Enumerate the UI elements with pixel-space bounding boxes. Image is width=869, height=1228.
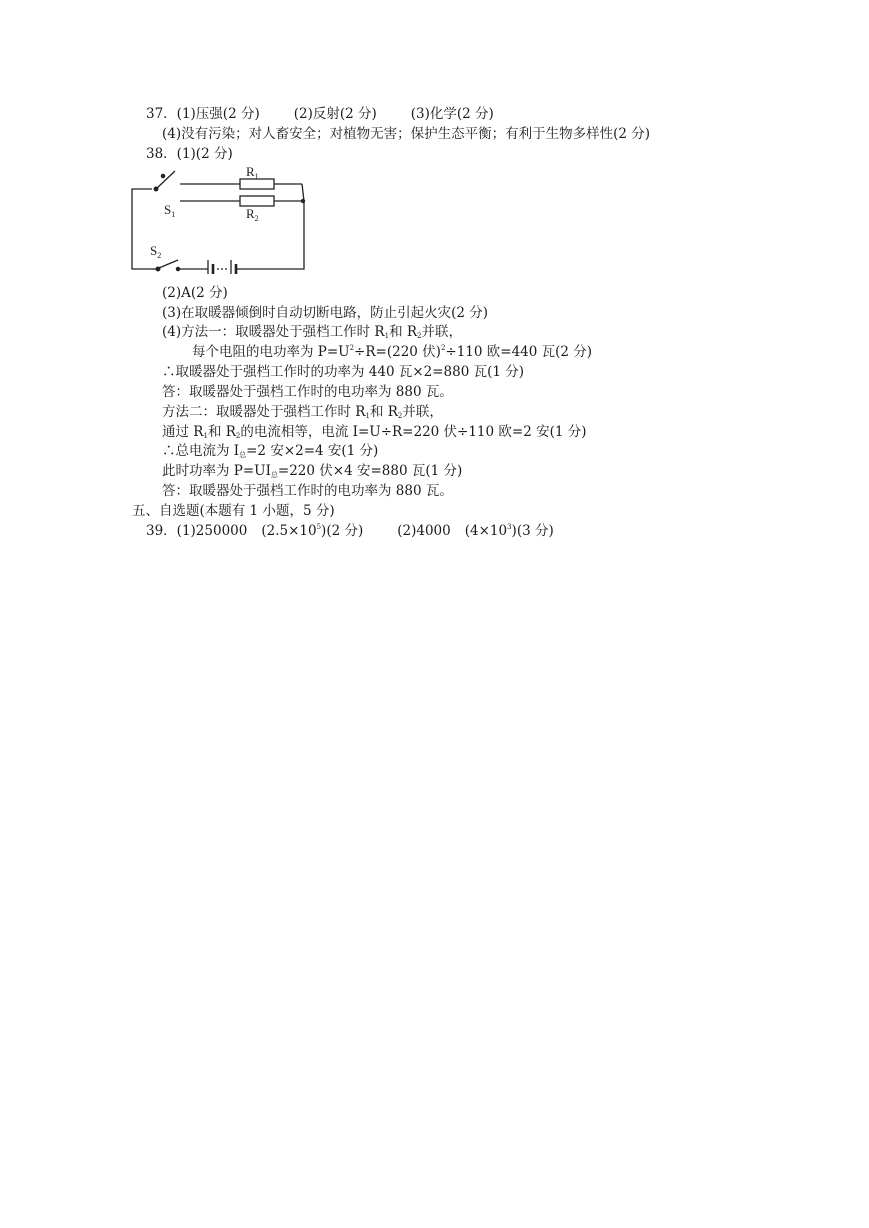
q38-method2-line3: ∴总电流为 $I_总=2$ 安×2=4 安(1 分) xyxy=(162,443,379,459)
q39-answer-2: (2)4000 xyxy=(397,523,451,539)
q37-answer-4: (4)没有污染；对人畜安全；对植物无害；保护生态平衡；有利于生物多样性(2 分) xyxy=(162,126,651,142)
q37-answer-3: (3)化学(2 分) xyxy=(410,106,494,122)
q38-part2: (2)A(2 分) xyxy=(162,285,228,301)
q37-answer-2: (2)反射(2 分) xyxy=(293,106,377,122)
label-s1: $S_1$ xyxy=(164,202,176,219)
q37-answer-1: 37．(1)压强(2 分) xyxy=(146,106,260,122)
circuit-junction-dot xyxy=(301,199,305,203)
q38-part3: (3)在取暖器倾倒时自动切断电路，防止引起火灾(2 分) xyxy=(162,305,489,321)
label-s2: $S_2$ xyxy=(150,243,162,260)
q38-method2-answer: 答：取暖器处于强档工作时的电功率为 880 瓦。 xyxy=(162,483,453,499)
q39-answer-1: 39．(1)250000 xyxy=(146,523,248,539)
circuit-diagram xyxy=(128,160,310,274)
circuit-left-wire xyxy=(132,189,152,269)
resistor-r2 xyxy=(240,196,274,206)
q37-line1 xyxy=(146,105,494,123)
switch-s2-lever xyxy=(159,260,178,268)
switch-s1-lever xyxy=(156,171,175,189)
q38-method1-line2: 每个电阻的电功率为 $P=U^2\div R=(220$ 伏)$^2$÷110 欧=440 瓦(2 分) xyxy=(192,344,593,360)
q38-method1-answer: 答：取暖器处于强档工作时的电功率为 880 瓦。 xyxy=(162,384,453,400)
q38-method1-line3: ∴取暖器处于强档工作时的功率为 440 瓦×2=880 瓦(1 分) xyxy=(162,364,525,380)
section5-heading: 五、自选题(本题有 1 小题，5 分) xyxy=(132,503,335,519)
q38-part1: 38．(1)(2 分) xyxy=(146,146,233,162)
q38-method2-line1: 方法二：取暖器处于强档工作时 $R_1$和 $R_2$并联， xyxy=(162,404,443,420)
label-r1: $R_1$ xyxy=(246,164,259,181)
q39-line: 39．(1)250000 $(2.5\times 10^5)(2$ 分) (2)4000 $(4\times 10^3)(3$ 分) xyxy=(146,523,554,539)
q38-method1-line1: (4)方法一：取暖器处于强档工作时 $R_1$和 $R_2$并联， xyxy=(162,324,462,340)
switch-s1-contact xyxy=(161,174,164,177)
label-r2: $R_2$ xyxy=(246,206,259,223)
q38-method2-line4: 此时功率为 $P=UI_总=220$ 伏×4 安=880 瓦(1 分) xyxy=(162,463,463,479)
q38-method2-line2: 通过 $R_1$和 $R_2$的电流相等，电流 I=U÷R=220 伏÷110 欧=2 安(1 分) xyxy=(162,424,587,440)
